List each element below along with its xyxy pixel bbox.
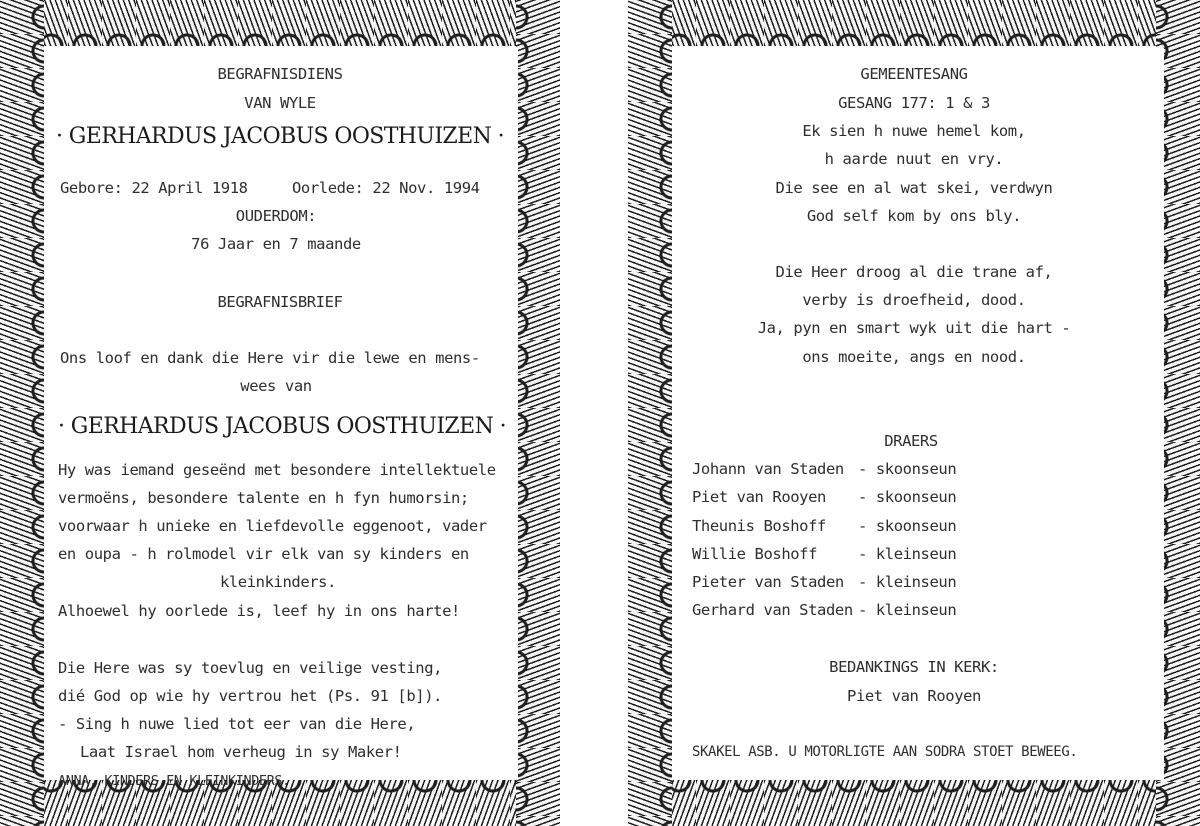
tribute-line: Hy was iemand geseënd met besondere intellektuele bbox=[58, 461, 496, 479]
bearer-name: Piet van Rooyen bbox=[692, 488, 826, 506]
ornamental-border-left bbox=[628, 0, 672, 826]
tribute-line: vermoëns, besondere talente en h fyn humorsin; bbox=[58, 489, 469, 507]
thanks-name: Piet van Rooyen bbox=[847, 687, 981, 705]
faith-line: - Sing h nuwe lied tot eer van die Here, bbox=[58, 715, 416, 733]
bearers-heading: DRAERS bbox=[884, 432, 938, 450]
bearer-name: Pieter van Staden bbox=[692, 573, 844, 591]
verse-line: Ek sien h nuwe hemel kom, bbox=[802, 122, 1026, 140]
death-date: Oorlede: 22 Nov. 1994 bbox=[292, 179, 480, 197]
letter-heading: BEGRAFNISBRIEF bbox=[217, 293, 343, 311]
ornamental-border-bottom bbox=[628, 780, 1200, 826]
hymn-number: GESANG 177: 1 & 3 bbox=[838, 94, 990, 112]
intro-line: wees van bbox=[240, 377, 312, 395]
tribute-line: kleinkinders. bbox=[219, 573, 337, 591]
hymn-heading: GEMEENTESANG bbox=[860, 65, 968, 83]
deceased-name-repeat: · GERHARDUS JACOBUS OOSTHUIZEN · bbox=[57, 414, 507, 439]
bearer-relation: - skoonseun bbox=[858, 488, 957, 506]
bearer-name: Gerhard van Staden bbox=[692, 601, 853, 619]
verse-line: Die Heer droog al die trane af, bbox=[775, 263, 1053, 281]
intro-line: Ons loof en dank die Here vir die lewe en mens- bbox=[60, 349, 480, 367]
service-heading: BEGRAFNISDIENS bbox=[217, 65, 343, 83]
deceased-name: · GERHARDUS JACOBUS OOSTHUIZEN · bbox=[55, 124, 505, 149]
verse-line: h aarde nuut en vry. bbox=[824, 150, 1004, 168]
ornamental-border-right bbox=[516, 0, 560, 826]
age-label: OUDERDOM: bbox=[235, 207, 317, 225]
tribute-line: Alhoewel hy oorlede is, leef hy in ons harte! bbox=[58, 602, 460, 620]
left-card bbox=[0, 0, 560, 826]
faith-line: Laat Israel hom verheug in sy Maker! bbox=[80, 743, 402, 761]
verse-line: ons moeite, angs en nood. bbox=[802, 348, 1026, 366]
bearer-relation: - kleinseun bbox=[858, 601, 957, 619]
tribute-line: voorwaar h unieke en liefdevolle eggenoot, vader bbox=[58, 517, 487, 535]
tribute-line: en oupa - h rolmodel vir elk van sy kinders en bbox=[58, 545, 469, 563]
signature: ANNA, KINDERS EN KLEINKINDERS. bbox=[58, 773, 290, 789]
thanks-heading: BEDANKINGS IN KERK: bbox=[829, 658, 999, 676]
verse-line: Ja, pyn en smart wyk uit die hart - bbox=[757, 319, 1071, 337]
birth-date: Gebore: 22 April 1918 bbox=[60, 179, 248, 197]
bearer-relation: - skoonseun bbox=[858, 460, 957, 478]
verse-line: God self kom by ons bly. bbox=[806, 207, 1022, 225]
right-card bbox=[628, 0, 1200, 826]
bearer-relation: - kleinseun bbox=[858, 545, 957, 563]
bearer-name: Theunis Boshoff bbox=[692, 517, 826, 535]
verse-line: verby is droefheid, dood. bbox=[802, 291, 1026, 309]
ornamental-border-top bbox=[0, 0, 560, 46]
faith-line: Die Here was sy toevlug en veilige vesting, bbox=[58, 659, 443, 677]
bearer-relation: - skoonseun bbox=[858, 517, 957, 535]
ornamental-border-top bbox=[628, 0, 1200, 46]
bearer-relation: - kleinseun bbox=[858, 573, 957, 591]
ornamental-border-left bbox=[0, 0, 44, 826]
bearer-name: Johann van Staden bbox=[692, 460, 844, 478]
bearer-name: Willie Boshoff bbox=[692, 545, 818, 563]
age-value: 76 Jaar en 7 maande bbox=[191, 235, 361, 253]
verse-line: Die see en al wat skei, verdwyn bbox=[775, 179, 1053, 197]
faith-line: dié God op wie hy vertrou het (Ps. 91 [b]). bbox=[58, 687, 443, 705]
headlights-notice: SKAKEL ASB. U MOTORLIGTE AAN SODRA STOET BEWEEG. bbox=[692, 744, 1078, 760]
service-subheading: VAN WYLE bbox=[244, 94, 316, 112]
